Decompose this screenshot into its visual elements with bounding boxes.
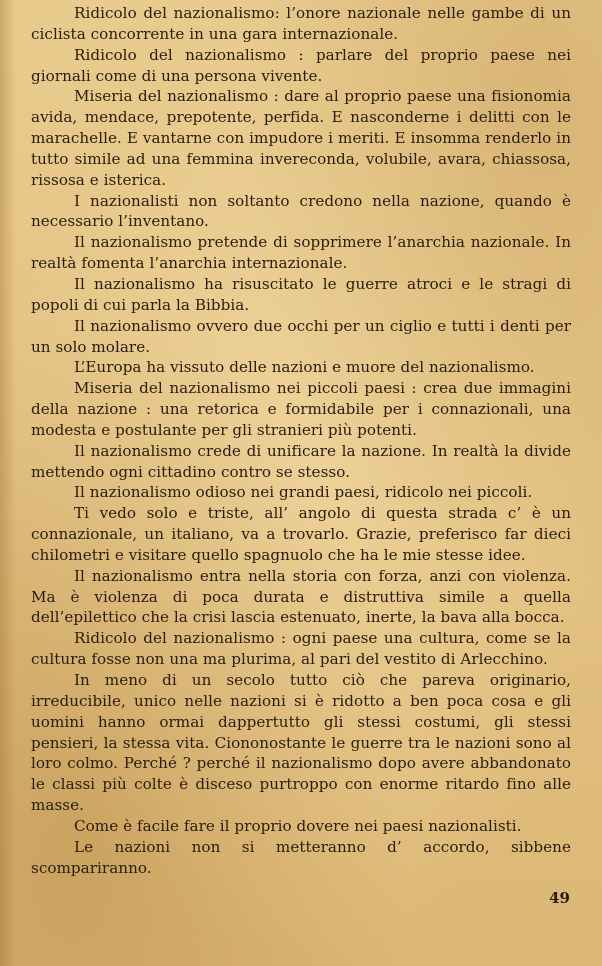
paragraph: Le nazioni non si metteranno d’ accordo, sibbene scompariranno. xyxy=(31,837,571,877)
paragraph: L’Europa ha vissuto delle nazioni e muore del nazionalismo. xyxy=(74,358,535,377)
paragraph: Il nazionalismo entra nella storia con forza, anzi con violenza. Ma è violenza di poca durata e distruttiva simile a quella dell’epilettico che la crisi lascia estenuato, inerte, la bava alla bocca. xyxy=(31,566,571,627)
paragraph: Il nazionalismo ha risuscitato le guerre atroci e le stragi di popoli di cui parla la Bibbia. xyxy=(31,274,571,314)
paragraph: Ridicolo del nazionalismo : ogni paese una cultura, come se la cultura fosse non una ma plurima, al pari del vestito di Arlecchino. xyxy=(31,629,571,669)
paragraph: Ridicolo del nazionalismo : parlare del proprio paese nei giornali come di una persona vivente. xyxy=(31,45,571,85)
paragraph: Il nazionalismo crede di unificare la nazione. In realtà la divide mettendo ogni cittadino contro se stesso. xyxy=(31,441,571,481)
body-text xyxy=(31,3,571,878)
paragraph: Il nazionalismo odioso nei grandi paesi, ridicolo nei piccoli. xyxy=(74,483,533,502)
paragraph: Miseria del nazionalismo nei piccoli paesi : crea due immagini della nazione : una retorica e formidabile per i connazionali, una modesta e postulante per gli stranieri più potenti. xyxy=(31,379,571,439)
paragraph: Ti vedo solo e triste, all’ angolo di questa strada c’ è un connazionale, un italiano, va a trovarlo. Grazie, preferisco far dieci chilometri e visitare quello spagnuolo che ha le mie stesse idee. xyxy=(31,504,571,564)
paragraph: Ridicolo del nazionalismo: l’onore nazionale nelle gambe di un ciclista concorrente in una gara internazionale. xyxy=(31,4,571,43)
paragraph: Miseria del nazionalismo : dare al proprio paese una fisionomia avida, mendace, prepotente, perfida. E nasconderne i delitti con le marachelle. E vantarne con impudore i meriti. E insomma renderlo in tutto simile ad una femmina invereconda, volubile, avara, chiassosa, rissosa e isterica. xyxy=(31,87,571,189)
paragraph: Il nazionalismo ovvero due occhi per un ciglio e tutti i denti per un solo molare. xyxy=(31,316,571,356)
page-number: 49 xyxy=(549,889,570,907)
paragraph: In meno di un secolo tutto ciò che pareva originario, irreducibile, unico nelle nazioni si è ridotto a ben poca cosa e gli uomini hanno ormai dappertutto gli stessi costumi, gli stessi pensieri, la stessa vita. Ciononostante le guerre tra le nazioni sono al loro colmo. Perché ? perché il nazionalismo dopo avere abbandonato le classi più colte è disceso purtroppo con enorme ritardo fino alle masse. xyxy=(31,671,571,815)
paragraph: Come è facile fare il proprio dovere nei paesi nazionalisti. xyxy=(74,816,522,835)
paragraph: Il nazionalismo pretende di sopprimere l’anarchia nazionale. In realtà fomenta l’anarchia internazionale. xyxy=(31,233,571,273)
paragraph: I nazionalisti non soltanto credono nella nazione, quando è necessario l’inventano. xyxy=(31,191,571,231)
